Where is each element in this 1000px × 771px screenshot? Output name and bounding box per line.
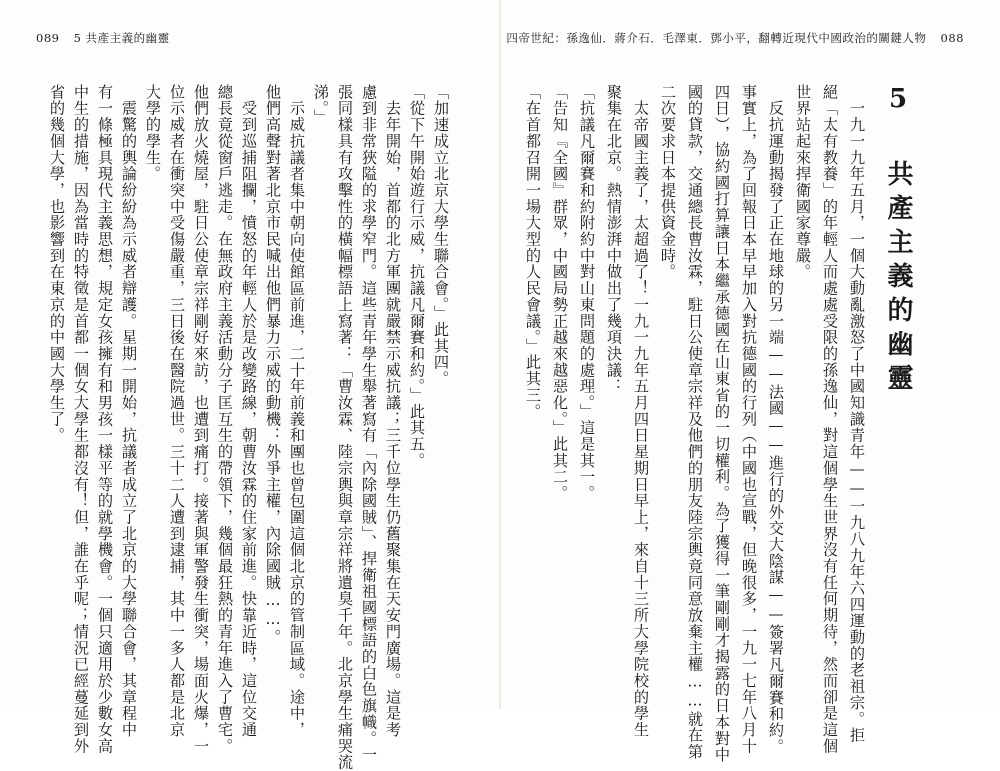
- right-text-line: 國的貸款，交通總長曹汝霖，駐日公使章宗祥及他們的朋友陸宗輿竟同意放棄主權……就在第: [686, 84, 704, 760]
- right-text-line: 二次要求日本提供資金時。: [659, 84, 677, 281]
- left-text-line: 震驚的輿論紛紛為示威者辯護。星期一開始，抗議者成立了北京的大學聯合會，其章程中: [120, 84, 138, 738]
- right-text-line: 「告知『全國』群眾，中國局勢正越來越惡化。」此其二。: [551, 84, 569, 502]
- left-text-line: 「加速成立北京大學生聯合會。」此其四。: [432, 84, 450, 388]
- left-text-line: 去年開始，首都的北方軍團就嚴禁示威抗議；三千位學生仍舊聚集在天安門廣場。這是考: [384, 84, 402, 738]
- left-header-title: 5 共產主義的幽靈: [73, 31, 170, 45]
- right-text-line: 反抗運動揭發了正在地球的另一端——法國——進行的外交大陰謀——簽署凡爾賽和約。: [767, 84, 785, 755]
- left-text-line: 他們高聲對著北京市民喊出他們暴力示威的動機：外爭主權，內除國賊……。: [264, 84, 282, 646]
- right-text-line: 世界站起來捍衛國家尊嚴。: [794, 84, 812, 281]
- right-running-header: [506, 30, 964, 46]
- right-text-line: 一九一九年五月，一個大動亂激怒了中國知識青年——一九八九年六四運動的老祖宗。拒: [848, 84, 866, 744]
- right-text-line: 太帝國主義了，太超過了！一九一九年五月四日星期日早上，來自十三所大學院校的學生: [632, 84, 650, 738]
- left-text-line: 示威抗議者集中朝向使館區前進，二十年前義和團也曾包圍這個北京的管制區域。途中，: [288, 84, 306, 738]
- right-text-line: 「在首都召開一場大型的人民會議。」此其三。: [524, 84, 542, 420]
- left-text-line: 受到巡捕阻攔，憤怒的年輕人於是改變路線，朝曹汝霖的住家前進。快靠近時，這位交通: [240, 84, 258, 738]
- right-header-title: 四帝世紀：孫逸仙．蔣介石．毛澤東．鄧小平，翻轉近現代中國政治的關鍵人物: [506, 31, 927, 45]
- left-text-line: 他們放火燒屋，駐日公使章宗祥剛好來訪，也遭到痛打。接著與軍警發生衝突，場面火爆，一: [192, 84, 210, 755]
- left-text-line: 張同樣具有攻擊性的橫幅標語上寫著：「曹汝霖、陸宗輿與章宗祥將遺臭千年。北京學生痛哭流: [336, 84, 354, 771]
- page-gutter: [499, 0, 501, 709]
- right-text-line: 「抗議凡爾賽和約附約中對山東問題的處理。」這是其一。: [578, 84, 596, 502]
- right-text-line: 聚集在北京。熱情澎湃中做出了幾項決議：: [605, 84, 623, 395]
- left-text-line: 位示威者在衝突中受傷嚴重，三日後在醫院過世。三十二人遭到逮捕，其中一多人都是北京: [168, 84, 186, 738]
- right-page-number: 088: [940, 31, 964, 45]
- left-text-line: 「從下午開始遊行示威，抗議凡爾賽和約。」此其五。: [408, 84, 426, 469]
- left-text-line: 涕。」: [312, 84, 330, 126]
- left-text-line: 慮到非常狹隘的求學窄門。這些青年學生舉著寫有「內除國賊」、捍衛祖國標語的白色旗幟。一: [360, 84, 378, 764]
- left-text-line: 有一條極具現代主義思想，規定女孩擁有和男孩一樣平等的就學機會。一個只適用於少數女高: [96, 84, 114, 755]
- left-text-line: 大學的學生。: [144, 84, 162, 183]
- left-text-line: 中生的措施，因為當時的特徵是首都一個女大學生都沒有！但，誰在乎呢；情況已經蔓延到外: [72, 84, 90, 755]
- right-text-line: 四日），協約國打算讓日本繼承德國在山東省的一切權利。為了獲得一筆剛剛才揭露的日本對中: [713, 84, 731, 764]
- left-text-line: 總長竟從窗戶逃走。在無政府主義活動分子匡互生的帶領下，幾個最狂熱的青年進入了曹宅。: [216, 84, 234, 755]
- left-running-header: [36, 30, 170, 46]
- chapter-title: 5 共產主義的幽靈: [883, 84, 913, 398]
- right-text-line: 絕「太有教養」的年輕人而處處受限的孫逸仙，對這個學生世界沒有任何期待，然而卻是這個: [821, 84, 839, 755]
- left-text-line: 省的幾個大學，也影響到在東京的中國大學生了。: [48, 84, 66, 444]
- right-text-line: 事實上，為了回報日本早早加入對抗德國的行列（中國也宣戰，但晚很多，一九一七年八月十: [740, 84, 758, 755]
- left-page-number: 089: [36, 31, 60, 45]
